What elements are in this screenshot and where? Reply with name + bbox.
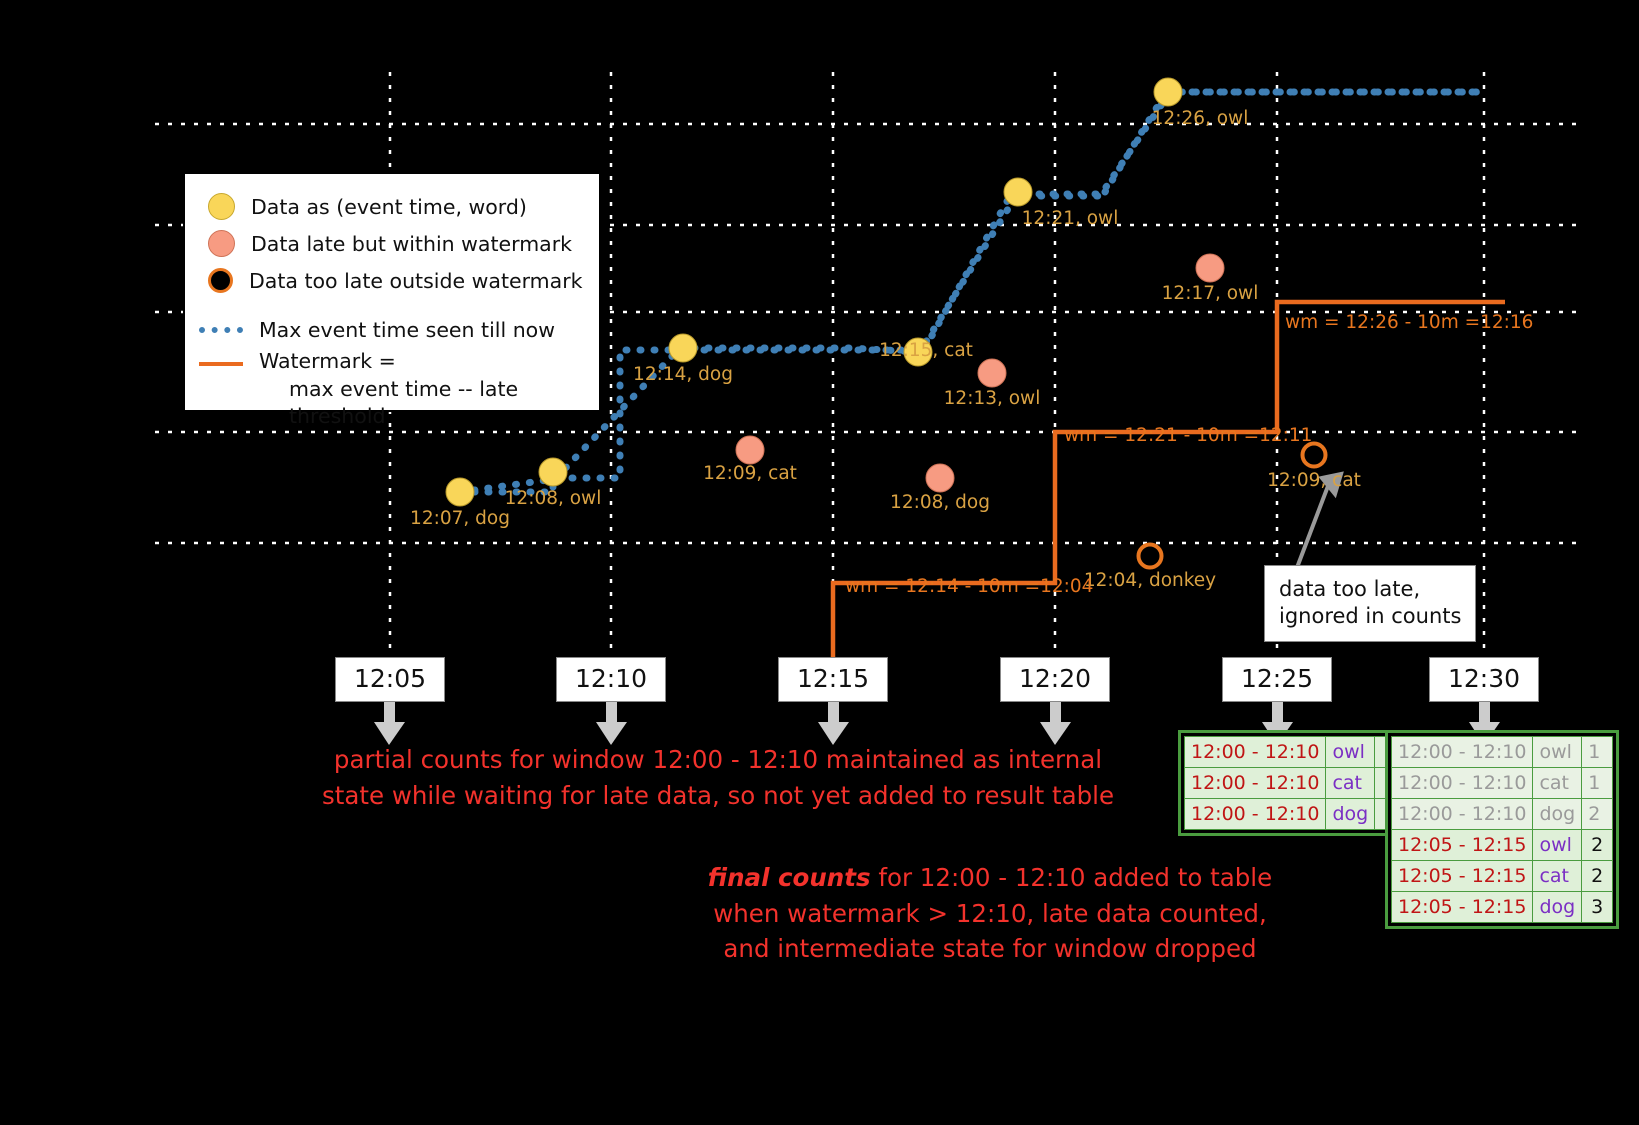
- data-point-label: 12:21, owl: [1021, 208, 1119, 229]
- data-point-label: 12:14, dog: [633, 364, 733, 385]
- result-table: [1184, 736, 1406, 830]
- legend-item-watermark: [199, 348, 587, 431]
- data-point: [539, 458, 568, 487]
- count-cell: 2: [1582, 799, 1613, 830]
- final-counts-emphasis: final counts: [707, 863, 871, 892]
- data-point: [1137, 543, 1164, 570]
- window-cell: 12:00 - 12:10: [1185, 737, 1326, 768]
- result-table: [1391, 736, 1613, 923]
- word-cell: dog: [1533, 799, 1582, 830]
- filled-salmon-circle-icon: [208, 230, 235, 257]
- blue-dotted-line-icon: [199, 327, 243, 333]
- window-cell: 12:00 - 12:10: [1185, 799, 1326, 830]
- word-cell: owl: [1533, 737, 1582, 768]
- table-row: [1392, 768, 1613, 799]
- legend-label: Max event time seen till now: [259, 317, 555, 342]
- result-table-1225: [1178, 730, 1412, 836]
- window-cell: 12:00 - 12:10: [1392, 768, 1533, 799]
- word-cell: cat: [1326, 768, 1375, 799]
- data-point-label: 12:13, owl: [943, 388, 1041, 409]
- watermark-label: wm = 12:21 - 10m =12:11: [1064, 425, 1313, 446]
- word-cell: dog: [1533, 892, 1582, 923]
- too-late-callout: [1264, 565, 1476, 642]
- count-cell: 2: [1582, 861, 1613, 892]
- axis-tick-1230: 12:30: [1429, 657, 1539, 702]
- hollow-orange-circle-icon: [208, 268, 233, 293]
- word-cell: dog: [1326, 799, 1375, 830]
- table-row: [1185, 799, 1406, 830]
- partial-counts-note: [322, 742, 1114, 813]
- window-cell: 12:00 - 12:10: [1392, 799, 1533, 830]
- word-cell: owl: [1326, 737, 1375, 768]
- window-cell: 12:05 - 12:15: [1392, 861, 1533, 892]
- window-cell: 12:05 - 12:15: [1392, 892, 1533, 923]
- watermark-label: wm = 12:14 - 10m =12:04: [845, 576, 1094, 597]
- legend-label-line1: Watermark =: [259, 349, 396, 373]
- table-row: [1185, 737, 1406, 768]
- final-counts-line1: [708, 860, 1272, 896]
- word-cell: cat: [1533, 861, 1582, 892]
- axis-tick-1205: 12:05: [335, 657, 445, 702]
- legend-item-too-late: [199, 262, 587, 299]
- table-row: [1392, 737, 1613, 768]
- partial-counts-line1: partial counts for window 12:00 - 12:10 maintained as internal: [333, 745, 1103, 774]
- data-point: [669, 334, 698, 363]
- legend-label-line2: max event time -- late threshold: [289, 376, 519, 429]
- count-cell: 1: [1582, 737, 1613, 768]
- data-point-label: 12:07, dog: [410, 508, 510, 529]
- data-point: [1196, 254, 1225, 283]
- axis-tick-1220: 12:20: [1000, 657, 1110, 702]
- data-point-label: 12:09, cat: [703, 463, 797, 484]
- table-row: [1392, 861, 1613, 892]
- axis-tick-1225: 12:25: [1222, 657, 1332, 702]
- count-cell: 2: [1582, 830, 1613, 861]
- too-late-callout-line1: data too late,: [1279, 577, 1421, 601]
- legend: [183, 172, 601, 429]
- data-point-label: 12:26, owl: [1151, 108, 1249, 129]
- table-row: [1392, 799, 1613, 830]
- final-counts-line3: and intermediate state for window dropped: [723, 934, 1257, 964]
- orange-solid-line-icon: [199, 362, 243, 366]
- axis-tick-1210: 12:10: [556, 657, 666, 702]
- watermark-label: wm = 12:26 - 10m =12:16: [1285, 312, 1534, 333]
- data-point: [1004, 178, 1033, 207]
- final-counts-line2: when watermark > 12:10, late data counted,: [713, 898, 1267, 928]
- legend-label: [259, 348, 587, 431]
- too-late-callout-line2: ignored in counts: [1279, 604, 1462, 629]
- window-cell: 12:05 - 12:15: [1392, 830, 1533, 861]
- word-cell: cat: [1533, 768, 1582, 799]
- data-point-label: 12:17, owl: [1161, 283, 1259, 304]
- table-row: [1392, 830, 1613, 861]
- legend-item-max-event-time: [199, 311, 587, 348]
- legend-divider: [199, 299, 587, 311]
- legend-label: Data as (event time, word): [251, 194, 527, 219]
- data-point: [978, 359, 1007, 388]
- word-cell: owl: [1533, 830, 1582, 861]
- legend-label: Data late but within watermark: [251, 231, 573, 256]
- data-point-label: 12:09, cat: [1267, 470, 1361, 491]
- count-cell: 1: [1582, 768, 1613, 799]
- data-point-label: 12:04, donkey: [1083, 570, 1217, 591]
- final-counts-note: [708, 860, 1272, 967]
- window-cell: 12:00 - 12:10: [1392, 737, 1533, 768]
- data-point: [736, 436, 765, 465]
- table-row: [1392, 892, 1613, 923]
- data-point: [926, 464, 955, 493]
- data-point-label: 12:08, dog: [890, 492, 990, 513]
- legend-label: Data too late outside watermark: [249, 268, 583, 293]
- filled-yellow-circle-icon: [208, 193, 235, 220]
- legend-item-late-within: [199, 225, 587, 262]
- data-point-label: 12:08, owl: [504, 488, 602, 509]
- legend-item-data: [199, 188, 587, 225]
- final-counts-rest: for 12:00 - 12:10 added to table: [870, 863, 1273, 892]
- window-cell: 12:00 - 12:10: [1185, 768, 1326, 799]
- data-point: [1154, 78, 1183, 107]
- axis-tick-1215: 12:15: [778, 657, 888, 702]
- data-point-label: 12:15, cat: [879, 340, 973, 361]
- data-point: [446, 478, 475, 507]
- partial-counts-line2: state while waiting for late data, so not yet added to result table: [321, 780, 1115, 810]
- count-cell: 3: [1582, 892, 1613, 923]
- table-row: [1185, 768, 1406, 799]
- result-table-1230: [1385, 730, 1619, 929]
